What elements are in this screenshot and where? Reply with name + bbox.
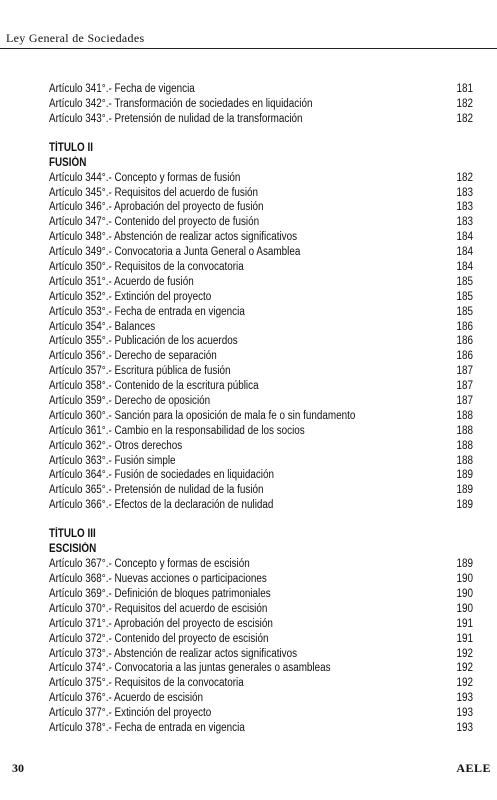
toc-entry <box>49 602 473 617</box>
toc-entry <box>49 275 473 290</box>
toc-entry-page: 189 <box>456 469 473 482</box>
toc-entry-label: Artículo 345°.- Requisitos del acuerdo de fusión <box>49 186 259 199</box>
toc-entry-label: Artículo 348°.- Abstención de realizar actos significativos <box>49 231 298 244</box>
toc-entry <box>49 171 473 186</box>
toc-entry-page: 189 <box>456 484 473 497</box>
toc-entry-label: Artículo 371°.- Aprobación del proyecto de escisión <box>49 617 273 630</box>
toc-entry-label: Artículo 374°.- Convocatoria a las juntas generales o asambleas <box>49 662 331 675</box>
toc-entry-page: 187 <box>456 365 473 378</box>
toc-entry-page: 190 <box>456 587 473 600</box>
toc-entry-label: Artículo 346°.- Aprobación del proyecto de fusión <box>49 201 264 214</box>
toc-entry <box>49 721 473 736</box>
toc-entry-page: 183 <box>456 216 473 229</box>
toc-entry-page: 186 <box>456 335 473 348</box>
toc-entry-page: 193 <box>456 707 473 720</box>
toc-entry <box>49 186 473 201</box>
toc-entry-page: 193 <box>456 721 473 734</box>
toc-entry-page: 190 <box>456 573 473 586</box>
toc-entry-label: Artículo 369°.- Definición de bloques patrimoniales <box>49 587 271 600</box>
toc-entry-page: 182 <box>456 97 473 110</box>
toc-entry-label: Artículo 356°.- Derecho de separación <box>49 350 217 363</box>
toc-content <box>49 82 473 736</box>
toc-entry-label: Artículo 351°.- Acuerdo de fusión <box>49 275 194 288</box>
toc-entry-label: Artículo 361°.- Cambio en la responsabilidad de los socios <box>49 424 305 437</box>
toc-entry <box>49 424 473 439</box>
toc-entry-label: Artículo 376°.- Acuerdo de escisión <box>49 692 204 705</box>
toc-entry <box>49 483 473 498</box>
toc-entry <box>49 215 473 230</box>
toc-entry-label: Artículo 347°.- Contenido del proyecto de fusión <box>49 216 260 229</box>
toc-entry-label: Artículo 368°.- Nuevas acciones o participaciones <box>49 573 267 586</box>
toc-entry-label: Artículo 377°.- Extinción del proyecto <box>49 707 212 720</box>
toc-entry-page: 193 <box>456 692 473 705</box>
toc-entry-label: Artículo 360°.- Sanción para la oposición de mala fe o sin fundamento <box>49 409 356 422</box>
toc-entry-page: 187 <box>456 395 473 408</box>
toc-entry-label: Artículo 343°.- Pretensión de nulidad de la transformación <box>49 112 303 125</box>
section-title: TÍTULO II <box>49 141 93 154</box>
toc-entry-page: 189 <box>456 558 473 571</box>
toc-section-escision <box>49 557 473 736</box>
toc-entry <box>49 691 473 706</box>
toc-entry <box>49 454 473 469</box>
toc-entry <box>49 632 473 647</box>
page-number: 30 <box>12 761 24 775</box>
toc-entry <box>49 349 473 364</box>
toc-entry <box>49 364 473 379</box>
toc-entry-page: 186 <box>456 350 473 363</box>
toc-entry-page: 185 <box>456 275 473 288</box>
toc-entry-page: 191 <box>456 617 473 630</box>
toc-entry-label: Artículo 352°.- Extinción del proyecto <box>49 290 212 303</box>
toc-entry <box>49 320 473 335</box>
toc-entry-page: 191 <box>456 632 473 645</box>
toc-section-fusion <box>49 171 473 513</box>
toc-entry <box>49 245 473 260</box>
toc-entry-page: 187 <box>456 380 473 393</box>
toc-entry <box>49 661 473 676</box>
running-head: Ley General de Sociedades <box>6 31 145 45</box>
toc-entry <box>49 305 473 320</box>
toc-section-transformacion <box>49 82 473 127</box>
toc-entry <box>49 260 473 275</box>
toc-entry-page: 185 <box>456 305 473 318</box>
toc-entry <box>49 572 473 587</box>
toc-entry <box>49 617 473 632</box>
toc-entry-page: 184 <box>456 261 473 274</box>
toc-entry-label: Artículo 358°.- Contenido de la escritura pública <box>49 380 259 393</box>
toc-entry-label: Artículo 370°.- Requisitos del acuerdo de escisión <box>49 602 268 615</box>
toc-entry-label: Artículo 372°.- Contenido del proyecto de escisión <box>49 632 269 645</box>
toc-entry <box>49 82 473 97</box>
toc-entry-page: 192 <box>456 662 473 675</box>
section-gap <box>49 513 473 527</box>
toc-entry-label: Artículo 353°.- Fecha de entrada en vigencia <box>49 305 245 318</box>
toc-entry-page: 190 <box>456 602 473 615</box>
section-subtitle: ESCISIÓN <box>49 543 97 556</box>
section-gap <box>49 127 473 141</box>
toc-entry-label: Artículo 357°.- Escritura pública de fusión <box>49 365 231 378</box>
toc-entry-page: 184 <box>456 231 473 244</box>
section-subtitle: FUSIÓN <box>49 156 87 169</box>
toc-entry <box>49 97 473 112</box>
toc-entry <box>49 409 473 424</box>
toc-entry <box>49 290 473 305</box>
toc-entry-label: Artículo 344°.- Concepto y formas de fusión <box>49 171 241 184</box>
toc-entry <box>49 557 473 572</box>
header-rule <box>0 48 497 49</box>
toc-entry <box>49 394 473 409</box>
toc-entry <box>49 334 473 349</box>
toc-entry-page: 182 <box>456 171 473 184</box>
toc-entry <box>49 112 473 127</box>
toc-entry-label: Artículo 350°.- Requisitos de la convocatoria <box>49 261 244 274</box>
toc-entry-label: Artículo 342°.- Transformación de sociedades en liquidación <box>49 97 313 110</box>
toc-entry <box>49 587 473 602</box>
toc-entry-page: 184 <box>456 246 473 259</box>
section-title: TÍTULO III <box>49 528 96 541</box>
toc-entry <box>49 706 473 721</box>
toc-entry-page: 192 <box>456 677 473 690</box>
toc-entry-label: Artículo 359°.- Derecho de oposición <box>49 395 211 408</box>
toc-entry-page: 186 <box>456 320 473 333</box>
toc-entry-label: Artículo 378°.- Fecha de entrada en vigencia <box>49 721 245 734</box>
toc-entry-label: Artículo 365°.- Pretensión de nulidad de la fusión <box>49 484 264 497</box>
toc-entry-page: 183 <box>456 186 473 199</box>
toc-entry-page: 185 <box>456 290 473 303</box>
toc-entry-label: Artículo 364°.- Fusión de sociedades en liquidación <box>49 469 274 482</box>
toc-entry-label: Artículo 366°.- Efectos de la declaración de nulidad <box>49 499 274 512</box>
toc-entry <box>49 647 473 662</box>
toc-entry-label: Artículo 363°.- Fusión simple <box>49 454 176 467</box>
toc-entry-page: 189 <box>456 499 473 512</box>
toc-entry <box>49 439 473 454</box>
toc-entry-label: Artículo 355°.- Publicación de los acuerdos <box>49 335 238 348</box>
toc-entry-page: 192 <box>456 647 473 660</box>
toc-entry-label: Artículo 373°.- Abstención de realizar actos significativos <box>49 647 298 660</box>
toc-entry <box>49 676 473 691</box>
publisher-mark: AELE <box>456 761 491 775</box>
toc-entry <box>49 498 473 513</box>
toc-entry <box>49 200 473 215</box>
toc-entry-label: Artículo 354°.- Balances <box>49 320 156 333</box>
toc-entry <box>49 468 473 483</box>
toc-entry-page: 188 <box>456 424 473 437</box>
toc-entry-page: 181 <box>456 83 473 95</box>
toc-entry-page: 188 <box>456 454 473 467</box>
toc-entry-page: 183 <box>456 201 473 214</box>
toc-entry-page: 188 <box>456 439 473 452</box>
toc-entry-label: Artículo 341°.- Fecha de vigencia <box>49 83 195 95</box>
toc-entry-label: Artículo 367°.- Concepto y formas de escisión <box>49 558 250 571</box>
toc-entry-page: 182 <box>456 112 473 125</box>
toc-entry-label: Artículo 349°.- Convocatoria a Junta General o Asamblea <box>49 246 301 259</box>
toc-entry-label: Artículo 375°.- Requisitos de la convocatoria <box>49 677 244 690</box>
toc-entry <box>49 230 473 245</box>
toc-entry <box>49 379 473 394</box>
toc-entry-label: Artículo 362°.- Otros derechos <box>49 439 183 452</box>
toc-entry-page: 188 <box>456 409 473 422</box>
